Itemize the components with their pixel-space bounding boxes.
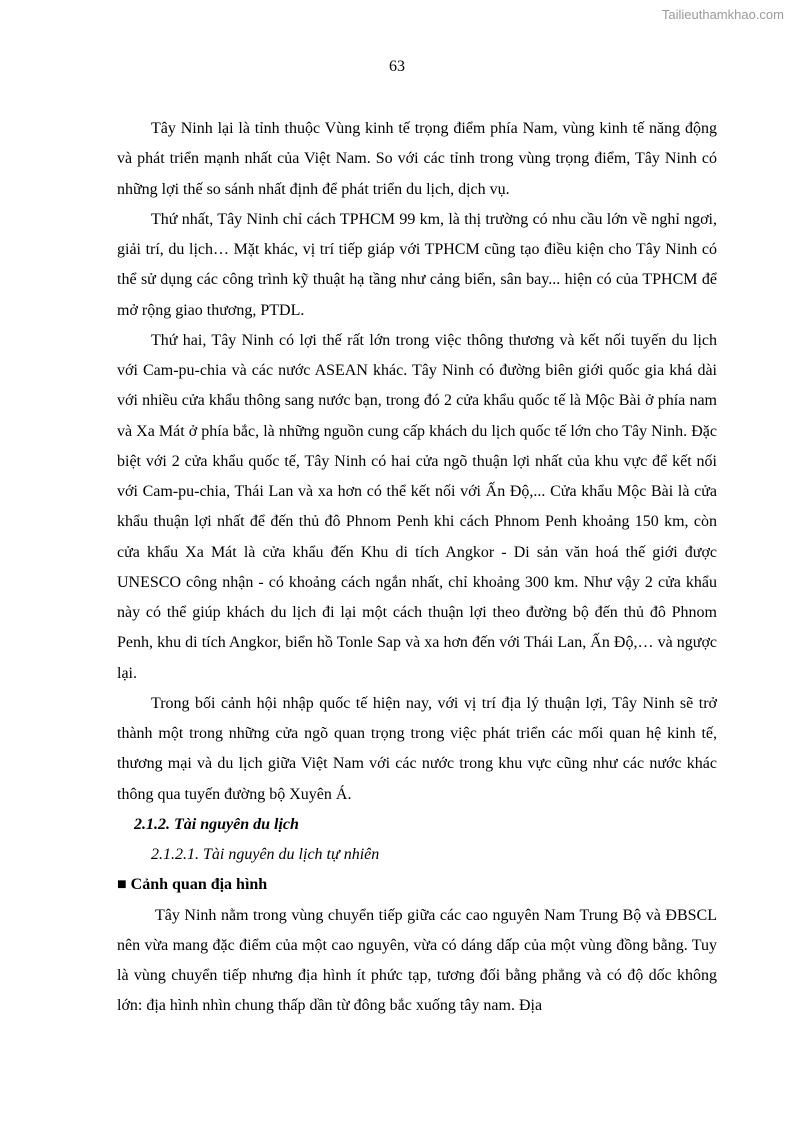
paragraph-3: Thứ hai, Tây Ninh có lợi thế rất lớn trong việc thông thương và kết nối tuyến du lịch với Cam-pu-chia và các nước ASEAN khác. Tây Ninh có đường biên giới quốc gia khá dài với nhiều cửa khẩu thông sang nước bạn, trong đó 2 cửa khẩu quốc tế là Mộc Bài ở phía nam và Xa Mát ở phía bắc, là những nguồn cung cấp khách du lịch quốc tế lớn cho Tây Ninh. Đặc biệt với 2 cửa khẩu quốc tế, Tây Ninh có hai cửa ngõ thuận lợi nhất của khu vực để kết nối với Cam-pu-chia, Thái Lan và xa hơn có thể kết nối với Ấn Độ,... Cửa khẩu Mộc Bài là cửa khẩu thuận lợi nhất để đến thủ đô Phnom Penh khi cách Phnom Penh khoảng 150 km, còn cửa khẩu Xa Mát là cửa khẩu đến Khu di tích Angkor - Di sản văn hoá thế giới được UNESCO công nhận - có khoảng cách ngắn nhất, chỉ khoảng 300 km. Như vậy 2 cửa khẩu này có thể giúp khách du lịch đi lại một cách thuận lợi theo đường bộ đến thủ đô Phnom Penh, khu di tích Angkor, biển hồ Tonle Sap và xa hơn đến với Thái Lan, Ấn Độ,… và ngược lại. [117, 331, 717, 682]
paragraph-2: Thứ nhất, Tây Ninh chỉ cách TPHCM 99 km, là thị trường có nhu cầu lớn về nghỉ ngơi, giải trí, du lịch… Mặt khác, vị trí tiếp giáp với TPHCM cũng tạo điều kiện cho Tây Ninh có thể sử dụng các công trình kỹ thuật hạ tầng như cảng biển, sân bay... hiện có của TPHCM để mở rộng giao thương, PTDL. [117, 210, 717, 319]
paragraph-1: Tây Ninh lại là tỉnh thuộc Vùng kinh tế trọng điểm phía Nam, vùng kinh tế năng động và phát triển mạnh nhất của Việt Nam. So với các tỉnh trong vùng trọng điểm, Tây Ninh có những lợi thế so sánh nhất định để phát triển du lịch, dịch vụ. [117, 120, 717, 198]
topic-heading: ■ Cảnh quan địa hình [117, 876, 268, 894]
section-heading: 2.1.2. Tài nguyên du lịch [134, 815, 299, 833]
page-number: 63 [389, 58, 405, 75]
watermark: Tailieuthamkhao.com [661, 7, 784, 22]
paragraph-4: Trong bối cảnh hội nhập quốc tế hiện nay, với vị trí địa lý thuận lợi, Tây Ninh sẽ trở thành một trong những cửa ngõ quan trọng trong việc phát triển các mối quan hệ kinh tế, thương mại và du lịch giữa Việt Nam với các nước trong khu vực cũng như các nước khác thông qua tuyến đường bộ Xuyên Á. [117, 694, 717, 803]
topic-paragraph: Tây Ninh nằm trong vùng chuyển tiếp giữa các cao nguyên Nam Trung Bộ và ĐBSCL nên vừa mang đặc điểm của một cao nguyên, vừa có dáng dấp của một vùng đồng bằng. Tuy là vùng chuyển tiếp nhưng địa hình ít phức tạp, tương đối bằng phẳng và có độ dốc không lớn: địa hình nhìn chung thấp dần từ đông bắc xuống tây nam. Địa [117, 906, 717, 1015]
document-body [117, 114, 717, 1022]
subsection-heading: 2.1.2.1. Tài nguyên du lịch tự nhiên [151, 846, 380, 863]
